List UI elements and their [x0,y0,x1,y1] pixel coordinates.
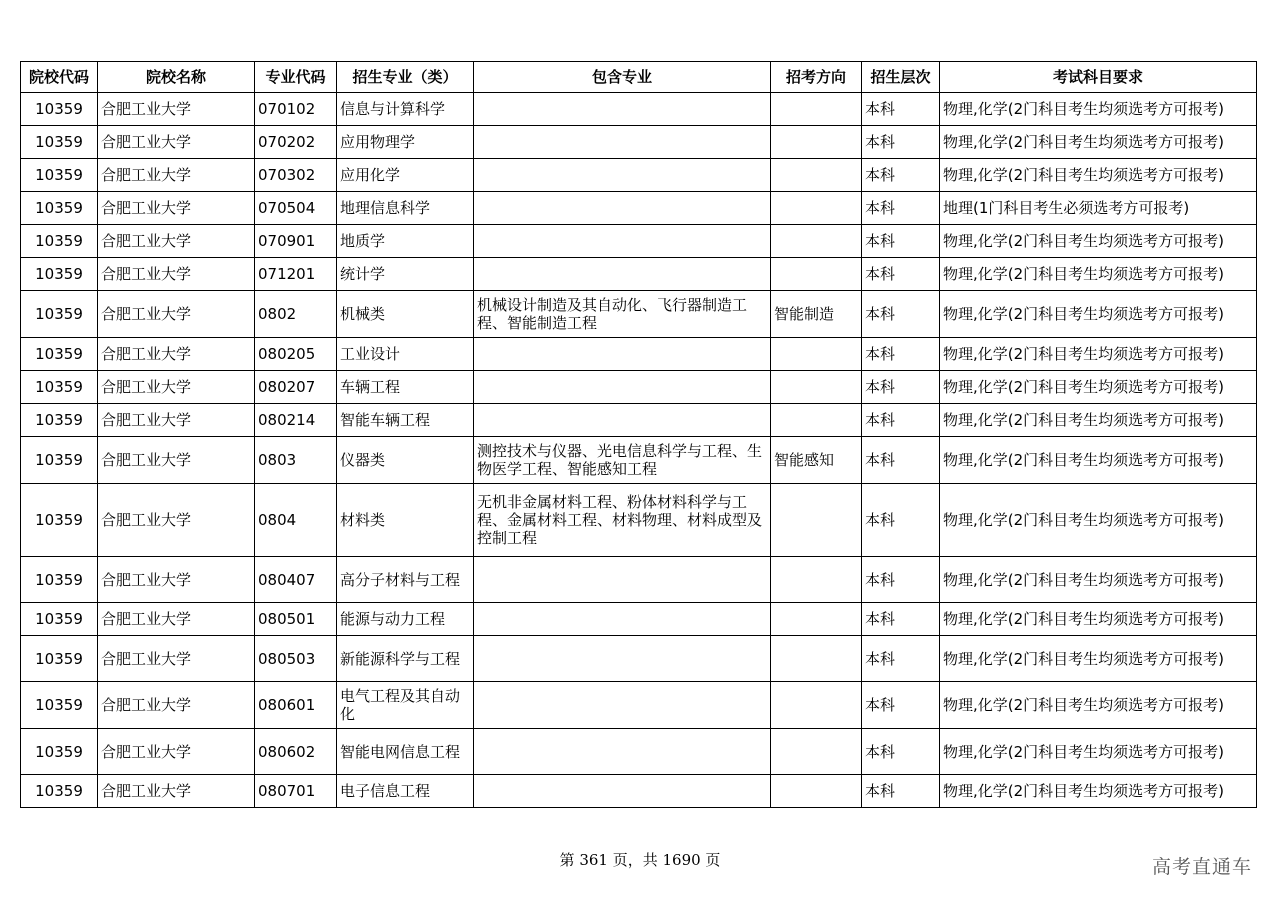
cell-included-majors [474,371,771,404]
cell-school-name: 合肥工业大学 [98,484,255,557]
cell-major-code: 070504 [255,192,337,225]
cell-major: 应用化学 [337,159,474,192]
cell-included-majors [474,258,771,291]
cell-major-code: 080701 [255,775,337,808]
header-subject-requirements: 考试科目要求 [940,62,1257,93]
cell-included-majors [474,93,771,126]
cell-included-majors [474,636,771,682]
cell-school-code: 10359 [21,126,98,159]
cell-direction [771,603,862,636]
cell-direction [771,192,862,225]
cell-included-majors [474,682,771,729]
cell-major-code: 080214 [255,404,337,437]
cell-subject-requirements: 物理,化学(2门科目考生均须选考方可报考) [940,258,1257,291]
table-row [21,484,1257,557]
cell-major-code: 070102 [255,93,337,126]
table-row [21,682,1257,729]
cell-school-name: 合肥工业大学 [98,636,255,682]
cell-level: 本科 [862,371,940,404]
cell-school-name: 合肥工业大学 [98,338,255,371]
cell-included-majors [474,225,771,258]
cell-major-code: 080207 [255,371,337,404]
cell-included-majors [474,557,771,603]
cell-major: 地质学 [337,225,474,258]
cell-major: 应用物理学 [337,126,474,159]
cell-school-code: 10359 [21,225,98,258]
cell-included-majors: 机械设计制造及其自动化、飞行器制造工程、智能制造工程 [474,291,771,338]
table-row [21,192,1257,225]
cell-level: 本科 [862,484,940,557]
cell-school-name: 合肥工业大学 [98,729,255,775]
cell-major-code: 0802 [255,291,337,338]
cell-school-name: 合肥工业大学 [98,775,255,808]
cell-major: 电子信息工程 [337,775,474,808]
cell-school-name: 合肥工业大学 [98,682,255,729]
table-row [21,291,1257,338]
cell-subject-requirements: 物理,化学(2门科目考生均须选考方可报考) [940,682,1257,729]
admissions-table [20,61,1257,808]
cell-level: 本科 [862,93,940,126]
cell-direction [771,225,862,258]
cell-direction [771,126,862,159]
cell-level: 本科 [862,557,940,603]
cell-subject-requirements: 物理,化学(2门科目考生均须选考方可报考) [940,484,1257,557]
cell-school-name: 合肥工业大学 [98,557,255,603]
cell-school-name: 合肥工业大学 [98,603,255,636]
cell-school-code: 10359 [21,338,98,371]
cell-level: 本科 [862,258,940,291]
cell-school-name: 合肥工业大学 [98,159,255,192]
cell-subject-requirements: 物理,化学(2门科目考生均须选考方可报考) [940,404,1257,437]
cell-subject-requirements: 物理,化学(2门科目考生均须选考方可报考) [940,729,1257,775]
cell-major: 能源与动力工程 [337,603,474,636]
cell-major-code: 070202 [255,126,337,159]
cell-level: 本科 [862,159,940,192]
header-school-name: 院校名称 [98,62,255,93]
cell-major: 统计学 [337,258,474,291]
cell-major: 工业设计 [337,338,474,371]
cell-major: 高分子材料与工程 [337,557,474,603]
cell-level: 本科 [862,729,940,775]
cell-major: 智能电网信息工程 [337,729,474,775]
cell-school-code: 10359 [21,484,98,557]
cell-subject-requirements: 物理,化学(2门科目考生均须选考方可报考) [940,159,1257,192]
cell-major-code: 071201 [255,258,337,291]
cell-subject-requirements: 物理,化学(2门科目考生均须选考方可报考) [940,636,1257,682]
cell-school-name: 合肥工业大学 [98,93,255,126]
table-row [21,437,1257,484]
cell-direction [771,682,862,729]
cell-major-code: 070302 [255,159,337,192]
cell-school-code: 10359 [21,371,98,404]
cell-subject-requirements: 物理,化学(2门科目考生均须选考方可报考) [940,775,1257,808]
cell-level: 本科 [862,192,940,225]
table-row [21,636,1257,682]
page-footer: 第 361 页，共 1690 页 [559,851,721,869]
cell-school-name: 合肥工业大学 [98,192,255,225]
cell-school-code: 10359 [21,258,98,291]
cell-direction [771,258,862,291]
cell-level: 本科 [862,682,940,729]
cell-direction [771,338,862,371]
cell-included-majors [474,192,771,225]
cell-major: 电气工程及其自动化 [337,682,474,729]
cell-included-majors: 无机非金属材料工程、粉体材料科学与工程、金属材料工程、材料物理、材料成型及控制工程 [474,484,771,557]
cell-subject-requirements: 物理,化学(2门科目考生均须选考方可报考) [940,371,1257,404]
table-row [21,225,1257,258]
cell-school-code: 10359 [21,682,98,729]
header-row [21,62,1257,93]
cell-included-majors [474,603,771,636]
cell-subject-requirements: 物理,化学(2门科目考生均须选考方可报考) [940,225,1257,258]
cell-direction [771,729,862,775]
cell-direction [771,159,862,192]
cell-major: 材料类 [337,484,474,557]
cell-direction [771,636,862,682]
cell-school-code: 10359 [21,729,98,775]
watermark: 高考直通车 [1151,856,1252,878]
cell-school-code: 10359 [21,557,98,603]
header-included-majors: 包含专业 [474,62,771,93]
cell-direction [771,404,862,437]
table-row [21,338,1257,371]
cell-major-code: 080602 [255,729,337,775]
header-major-code: 专业代码 [255,62,337,93]
cell-included-majors [474,126,771,159]
cell-school-code: 10359 [21,93,98,126]
table-row [21,775,1257,808]
cell-school-code: 10359 [21,159,98,192]
cell-major: 信息与计算科学 [337,93,474,126]
cell-included-majors [474,404,771,437]
cell-direction: 智能制造 [771,291,862,338]
cell-level: 本科 [862,603,940,636]
cell-direction [771,775,862,808]
table-row [21,603,1257,636]
cell-major-code: 0804 [255,484,337,557]
header-direction: 招考方向 [771,62,862,93]
cell-major-code: 080503 [255,636,337,682]
table-row [21,404,1257,437]
cell-included-majors [474,159,771,192]
cell-school-name: 合肥工业大学 [98,225,255,258]
cell-major-code: 0803 [255,437,337,484]
cell-subject-requirements: 物理,化学(2门科目考生均须选考方可报考) [940,126,1257,159]
cell-school-code: 10359 [21,192,98,225]
cell-included-majors: 测控技术与仪器、光电信息科学与工程、生物医学工程、智能感知工程 [474,437,771,484]
cell-major: 机械类 [337,291,474,338]
cell-major: 车辆工程 [337,371,474,404]
table-row [21,557,1257,603]
cell-direction [771,484,862,557]
cell-school-code: 10359 [21,775,98,808]
cell-school-code: 10359 [21,437,98,484]
table-row [21,93,1257,126]
cell-subject-requirements: 物理,化学(2门科目考生均须选考方可报考) [940,338,1257,371]
cell-major-code: 070901 [255,225,337,258]
cell-level: 本科 [862,636,940,682]
cell-level: 本科 [862,404,940,437]
cell-included-majors [474,729,771,775]
cell-school-code: 10359 [21,603,98,636]
cell-school-name: 合肥工业大学 [98,404,255,437]
cell-direction [771,557,862,603]
cell-level: 本科 [862,291,940,338]
cell-level: 本科 [862,338,940,371]
cell-level: 本科 [862,126,940,159]
cell-major: 新能源科学与工程 [337,636,474,682]
cell-major-code: 080205 [255,338,337,371]
header-major: 招生专业（类） [337,62,474,93]
cell-subject-requirements: 物理,化学(2门科目考生均须选考方可报考) [940,557,1257,603]
header-school-code: 院校代码 [21,62,98,93]
cell-subject-requirements: 地理(1门科目考生必须选考方可报考) [940,192,1257,225]
cell-school-code: 10359 [21,404,98,437]
cell-subject-requirements: 物理,化学(2门科目考生均须选考方可报考) [940,603,1257,636]
cell-major-code: 080601 [255,682,337,729]
cell-included-majors [474,775,771,808]
header-level: 招生层次 [862,62,940,93]
cell-included-majors [474,338,771,371]
cell-major: 仪器类 [337,437,474,484]
cell-school-name: 合肥工业大学 [98,126,255,159]
cell-level: 本科 [862,775,940,808]
cell-major-code: 080407 [255,557,337,603]
cell-subject-requirements: 物理,化学(2门科目考生均须选考方可报考) [940,437,1257,484]
cell-school-name: 合肥工业大学 [98,291,255,338]
table-row [21,371,1257,404]
table-row [21,126,1257,159]
cell-level: 本科 [862,225,940,258]
cell-major: 智能车辆工程 [337,404,474,437]
cell-school-name: 合肥工业大学 [98,437,255,484]
cell-subject-requirements: 物理,化学(2门科目考生均须选考方可报考) [940,93,1257,126]
cell-direction [771,371,862,404]
cell-school-name: 合肥工业大学 [98,258,255,291]
cell-school-code: 10359 [21,291,98,338]
cell-school-name: 合肥工业大学 [98,371,255,404]
table-row [21,258,1257,291]
cell-level: 本科 [862,437,940,484]
cell-major-code: 080501 [255,603,337,636]
table-row [21,729,1257,775]
table-row [21,159,1257,192]
cell-direction: 智能感知 [771,437,862,484]
cell-direction [771,93,862,126]
cell-major: 地理信息科学 [337,192,474,225]
cell-subject-requirements: 物理,化学(2门科目考生均须选考方可报考) [940,291,1257,338]
cell-school-code: 10359 [21,636,98,682]
